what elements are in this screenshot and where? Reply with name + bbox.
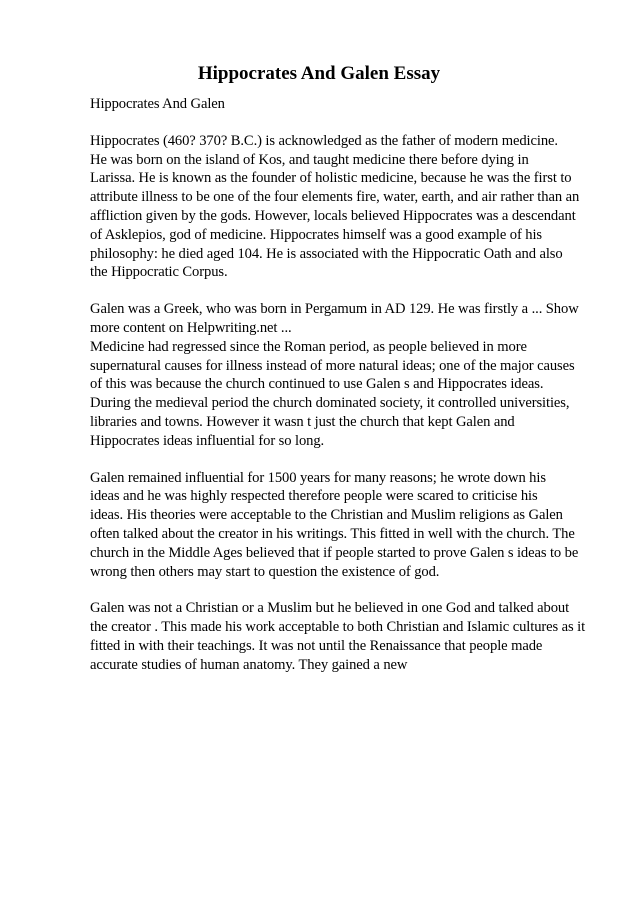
text-line: philosophy: he died aged 104. He is associated with the Hippocratic Oath and also [90,245,563,262]
text-line: Galen was not a Christian or a Muslim but he believed in one God and talked about [90,600,570,617]
text-line: He was born on the island of Kos, and taught medicine there before dying in [90,151,529,168]
text-line: Larissa. He is known as the founder of holistic medicine, because he was the first to [90,170,572,187]
paragraph [90,300,602,450]
text-line: supernatural causes for illness instead of more natural ideas; one of the major causes [90,357,575,374]
text-line: wrong then others may start to question the existence of god. [90,563,440,580]
document-body [90,95,602,693]
document-title: Hippocrates And Galen Essay [197,63,441,84]
text-line: accurate studies of human anatomy. They gained a new [90,656,408,673]
text-line: of this was because the church continued to use Galen s and Hippocrates ideas. [90,376,544,393]
paragraph [90,132,602,282]
text-line: Hippocrates ideas influential for so long. [90,432,325,449]
text-line: ideas and he was highly respected therefore people were scared to criticise his [90,488,538,505]
text-line: attribute illness to be one of the four elements fire, water, earth, and air rather than an [90,189,580,206]
text-line: the Hippocratic Corpus. [90,264,228,281]
text-line: ideas. His theories were acceptable to the Christian and Muslim religions as Galen [90,507,563,524]
text-line: often talked about the creator in his writings. This fitted in well with the church. The [90,525,575,542]
text-line: church in the Middle Ages believed that if people started to prove Galen s ideas to be [90,544,579,561]
text-line: the creator . This made his work acceptable to both Christian and Islamic cultures as it [90,619,586,636]
text-line: affliction given by the gods. However, locals believed Hippocrates was a descendant [90,207,576,224]
paragraph [90,599,602,674]
text-line: Hippocrates (460? 370? B.C.) is acknowledged as the father of modern medicine. [90,132,558,149]
text-line: Medicine had regressed since the Roman period, as people believed in more [90,338,527,355]
text-line: Galen remained influential for 1500 years for many reasons; he wrote down his [90,469,546,486]
document-subtitle: Hippocrates And Galen [90,96,225,112]
text-line: of Asklepios, god of medicine. Hippocrates himself was a good example of his [90,226,543,243]
text-line: Galen was a Greek, who was born in Pergamum in AD 129. He was firstly a ... Show [90,301,579,318]
text-line: more content on Helpwriting.net ... [90,319,292,336]
text-line: During the medieval period the church dominated society, it controlled universities, [90,395,570,412]
text-line: libraries and towns. However it wasn t just the church that kept Galen and [90,413,515,430]
paragraph [90,469,602,582]
text-line: fitted in with their teachings. It was not until the Renaissance that people made [90,637,543,654]
